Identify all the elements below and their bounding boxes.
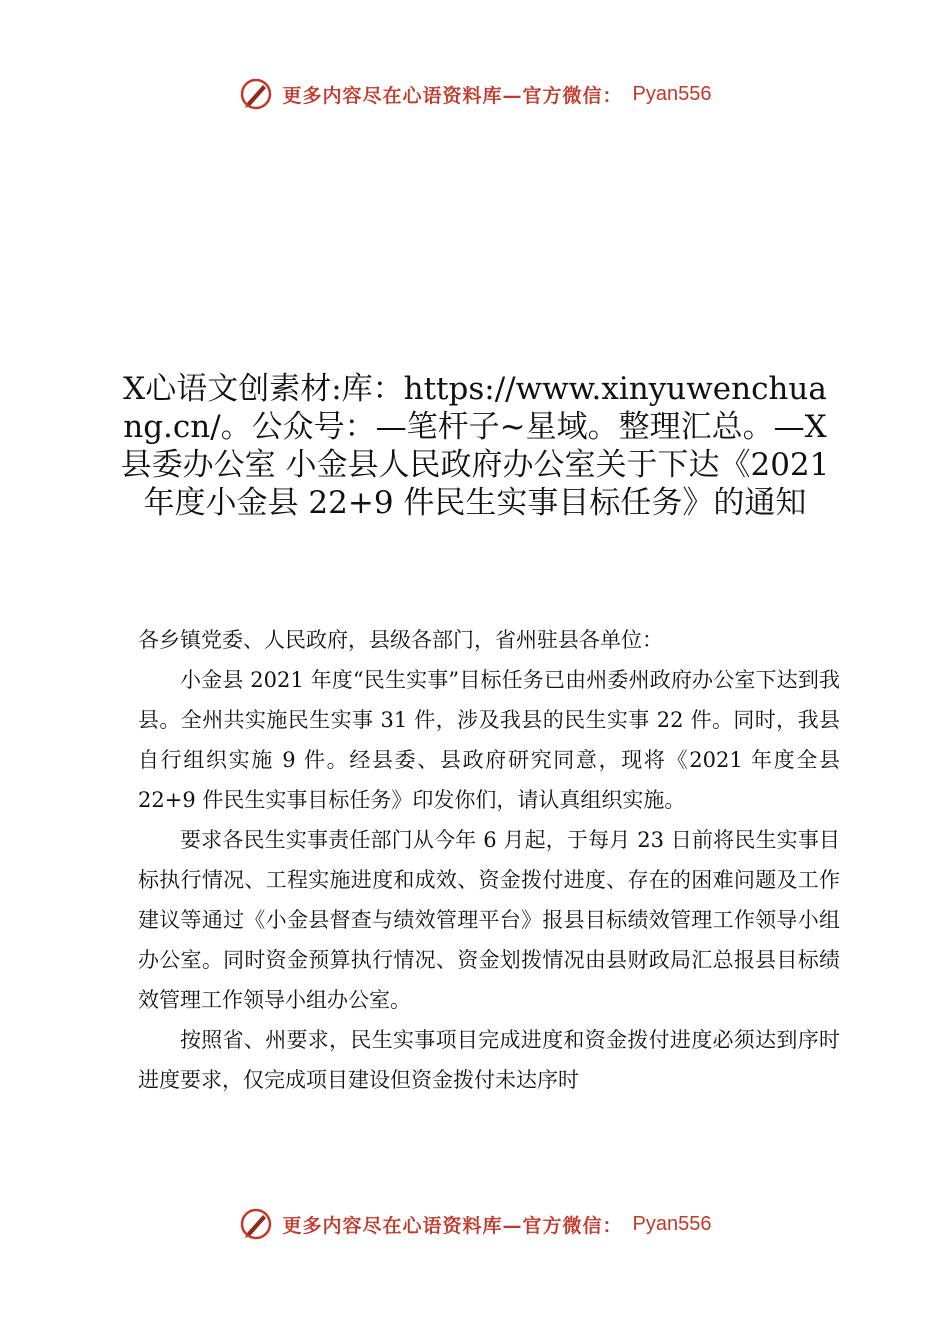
header-banner: [0, 74, 950, 114]
document-title: X心语文创素材:库：https://www.xinyuwenchuang.cn/。公众号：—笔杆子~星域。整理汇总。—X县委办公室 小金县人民政府办公室关于下达《2021 年度小金县 22+9 件民生实事目标任务》的通知: [120, 371, 830, 521]
pen-circle-logo-icon: [239, 1207, 273, 1241]
footer-banner-wechat: Pyan556: [632, 1212, 712, 1235]
footer-banner-text: 更多内容尽在心语资料库—官方微信：: [282, 1214, 623, 1237]
salutation: 各乡镇党委、人民政府，县级各部门，省州驻县各单位：: [138, 628, 663, 652]
header-banner-text: 更多内容尽在心语资料库—官方微信：: [282, 84, 623, 107]
paragraph-3: 按照省、州要求，民生实事项目完成进度和资金拨付进度必须达到序时进度要求，仅完成项目建设但资金拨付未达序时: [138, 1028, 840, 1092]
footer-banner: [0, 1204, 950, 1244]
paragraph-2: 要求各民生实事责任部门从今年 6 月起，于每月 23 日前将民生实事目标执行情况、工程实施进度和成效、资金拨付进度、存在的困难问题及工作建议等通过《小金县督查与绩效管理平台》报县目标绩效管理工作领导小组办公室。同时资金预算执行情况、资金划拨情况由县财政局汇总报县目标绩效管理工作领导小组办公室。: [138, 828, 840, 1012]
pen-circle-logo-icon: [239, 77, 273, 111]
paragraph-1: 小金县 2021 年度“民生实事”目标任务已由州委州政府办公室下达到我县。全州共实施民生实事 31 件，涉及我县的民生实事 22 件。同时，我县自行组织实施 9 件。经县委、县政府研究同意，现将《2021 年度全县 22+9 件民生实事目标任务》印发你们，请认真组织实施。: [138, 668, 840, 812]
document-body: [138, 620, 840, 1100]
header-banner-wechat: Pyan556: [632, 82, 712, 105]
